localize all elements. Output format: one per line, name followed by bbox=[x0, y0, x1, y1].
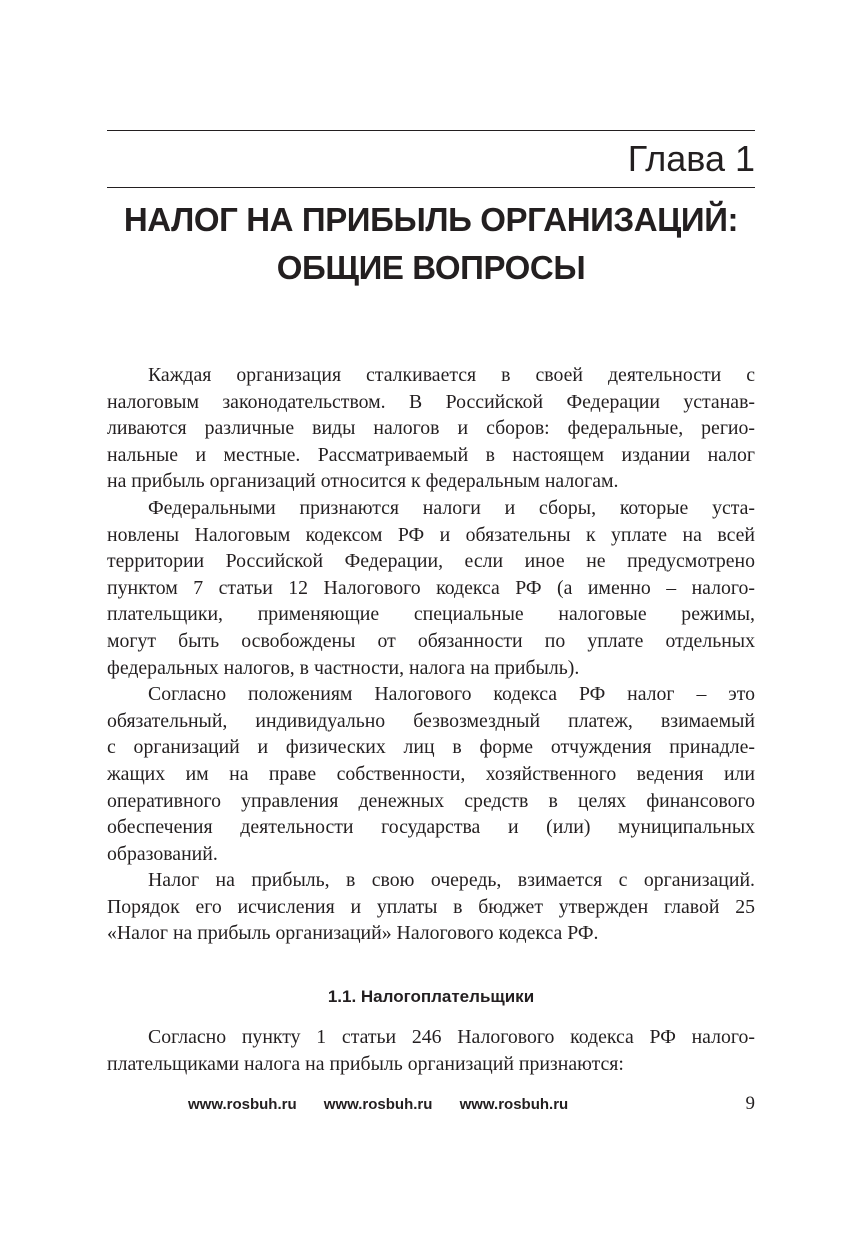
section-heading: 1.1. Налогоплательщики bbox=[327, 987, 535, 1006]
body-paragraph bbox=[107, 362, 755, 495]
text-line: налоговым законодательством. В Российской Федерации устанав- bbox=[107, 390, 755, 413]
body-paragraph bbox=[107, 867, 755, 947]
section-body bbox=[107, 1024, 755, 1077]
chapter-label: Глава 1 bbox=[627, 138, 755, 179]
text-line: могут быть освобождены от обязанности по уплате отдельных bbox=[107, 629, 755, 652]
body-paragraph bbox=[107, 495, 755, 681]
chapter-title-line: ОБЩИЕ ВОПРОСЫ bbox=[276, 249, 586, 286]
body-paragraph bbox=[107, 681, 755, 867]
text-line: Каждая организация сталкивается в своей деятельности с bbox=[148, 364, 755, 386]
text-line: «Налог на прибыль организаций» Налогового кодекса РФ. bbox=[107, 922, 599, 945]
text-line: на прибыль организаций относится к федеральным налогам. bbox=[107, 470, 619, 493]
text-line: федеральных налогов, в частности, налога на прибыль). bbox=[107, 656, 580, 679]
text-line: обеспечения деятельности государства и (или) муниципальных bbox=[107, 816, 755, 839]
text-line: нальные и местные. Рассматриваемый в настоящем издании налог bbox=[107, 443, 755, 466]
footer-link[interactable]: www.rosbuh.ru bbox=[323, 1096, 433, 1113]
text-line: новлены Налоговым кодексом РФ и обязательны к уплате на всей bbox=[107, 523, 755, 546]
page-number: 9 bbox=[745, 1093, 755, 1114]
footer-links bbox=[188, 1094, 591, 1116]
text-line: обязательный, индивидуально безвозмездный платеж, взимаемый bbox=[107, 709, 755, 732]
text-line: плательщиками налога на прибыль организаций признаются: bbox=[107, 1052, 624, 1075]
text-line: пунктом 7 статьи 12 Налогового кодекса РФ (а именно – налого- bbox=[107, 576, 755, 599]
chapter-rule bbox=[107, 187, 755, 188]
text-line: Согласно положениям Налогового кодекса РФ налог – это bbox=[148, 683, 755, 706]
text-line: Согласно пункту 1 статьи 246 Налогового кодекса РФ налого- bbox=[148, 1026, 755, 1048]
text-line: территории Российской Федерации, если иное не предусмотрено bbox=[107, 550, 755, 573]
text-line: образований. bbox=[107, 842, 218, 865]
text-line: плательщики, применяющие специальные налоговые режимы, bbox=[107, 603, 755, 626]
chapter-title bbox=[90, 196, 772, 292]
top-rule bbox=[107, 130, 755, 131]
text-line: ливаются различные виды налогов и сборов: федеральные, регио- bbox=[107, 417, 755, 440]
footer-link[interactable]: www.rosbuh.ru bbox=[459, 1096, 569, 1113]
text-line: Налог на прибыль, в свою очередь, взимается с организаций. bbox=[148, 869, 755, 892]
chapter-body bbox=[107, 362, 755, 947]
text-line: оперативного управления денежных средств в целях финансового bbox=[107, 789, 755, 812]
footer-link[interactable]: www.rosbuh.ru bbox=[188, 1096, 297, 1113]
text-line: Порядок его исчисления и уплаты в бюджет утвержден главой 25 bbox=[107, 895, 755, 918]
chapter-title-line: НАЛОГ НА ПРИБЫЛЬ ОРГАНИЗАЦИЙ: bbox=[123, 201, 739, 238]
text-line: жащих им на праве собственности, хозяйственного ведения или bbox=[107, 762, 755, 785]
text-line: с организаций и физических лиц в форме отчуждения принадле- bbox=[107, 736, 755, 759]
text-line: Федеральными признаются налоги и сборы, которые уста- bbox=[148, 496, 755, 519]
body-paragraph bbox=[107, 1024, 755, 1077]
